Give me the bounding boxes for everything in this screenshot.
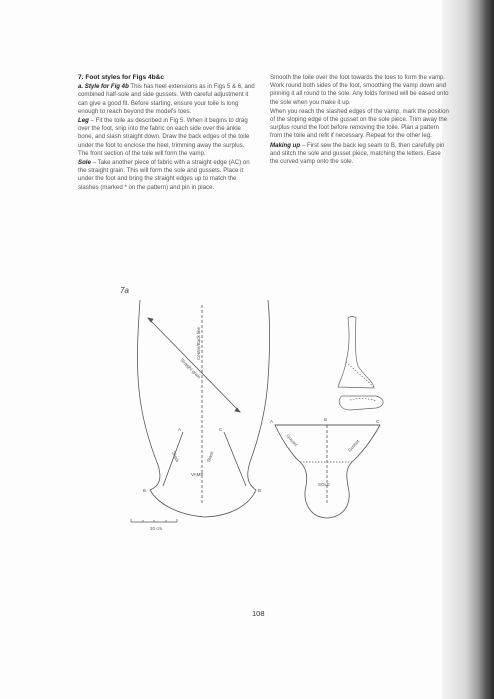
sole-inner-line — [350, 399, 376, 401]
figure-label: 7a — [120, 286, 129, 295]
point-b-right: B — [258, 488, 262, 493]
run-in-style: a. Style for Fig 4b — [78, 83, 129, 91]
straight-grain-label: Straight grain — [179, 357, 202, 380]
leg-sketch — [338, 317, 375, 389]
sole-outline-sketch — [339, 396, 383, 410]
paragraph-text: – Fit the toile as described in Fig 5. When it begins to drag over the foot, snip into the fabric on each side over the ankle bone, and slash straight down. Draw the back edges of the toile under the foot to enclose the heel, trimming away the surplus. The front section of the toile will form the vamp. — [78, 117, 250, 157]
vamp-outline — [137, 300, 269, 517]
gusset-left-label: Gusset — [285, 433, 299, 448]
scale-bar — [131, 519, 177, 522]
slash-left-label: Slash — [171, 450, 180, 463]
grain-arrowhead-bottom — [235, 408, 240, 412]
leg-gusset-line — [346, 362, 375, 388]
run-in-making-up: Making up — [270, 141, 301, 149]
point-a-right: A — [270, 419, 274, 424]
scale-label: 20 cm — [150, 526, 163, 531]
run-in-sole: Sole — [78, 159, 91, 167]
vamp-pattern-piece — [137, 300, 269, 517]
leg-top — [348, 317, 356, 319]
foot-sole-sketch — [339, 396, 383, 410]
page-number: 108 — [252, 609, 265, 618]
straight-grain-arrow — [148, 318, 240, 412]
point-b-top: B — [324, 417, 328, 422]
paragraph-smooth: Smooth the toile over the foot towards the toes to form the vamp. Work round both sides of the foot, smoothing the vamp down and pinning it all round to the sole. Any folds formed will be eased onto the sole when you make it up. — [270, 74, 449, 106]
centre-line-label: Centre/Back line — [196, 326, 201, 360]
paragraph-slashed-edges: When you reach the slashed edges of the vamp, mark the position of the sloping edge of the gusset on the sole piece. Trim away the surplus round the foot before removing the toile. Plan a pattern from the toile and refit if necessary. Repeat for the other leg. — [270, 107, 449, 140]
point-b-left: B — [143, 488, 147, 493]
vamp-label: VAMP — [191, 472, 204, 477]
section-heading: 7. Foot styles for Figs 4b&c — [78, 74, 165, 81]
slash-right-line — [224, 432, 246, 486]
gusset-right-label: Gusset — [347, 438, 361, 453]
point-a-left: A — [178, 427, 182, 432]
paragraph-text: – Take another piece of fabric with a straight edge (AC) on the straight grain. This will form the sole and gussets. Place it under the foot and bring the straight edges up to match the slashes (marked * on the pattern) and pin in place. — [78, 159, 250, 191]
sole-label: SOLE — [318, 482, 331, 487]
point-c-left: C — [219, 427, 223, 432]
paragraph-text: – First sew the back leg seam to B, then carefully pin and stitch the sole and gusset piece, matching the letters. Ease the curved vamp onto the sole. — [270, 141, 445, 166]
leg-outline — [338, 318, 374, 388]
paragraph-text: This has heel extensions as in Figs 5 & 6, and combined half-sole and side gussets. With careful adjustment it can give a good fit. Before starting, ensure your toile is long enough to reach beyond the model's toes. — [78, 83, 255, 115]
slash-right-label: Slash — [205, 450, 215, 463]
run-in-leg: Leg — [78, 117, 89, 125]
point-c-right: C — [376, 419, 380, 424]
grain-arrowhead-top — [148, 318, 153, 322]
